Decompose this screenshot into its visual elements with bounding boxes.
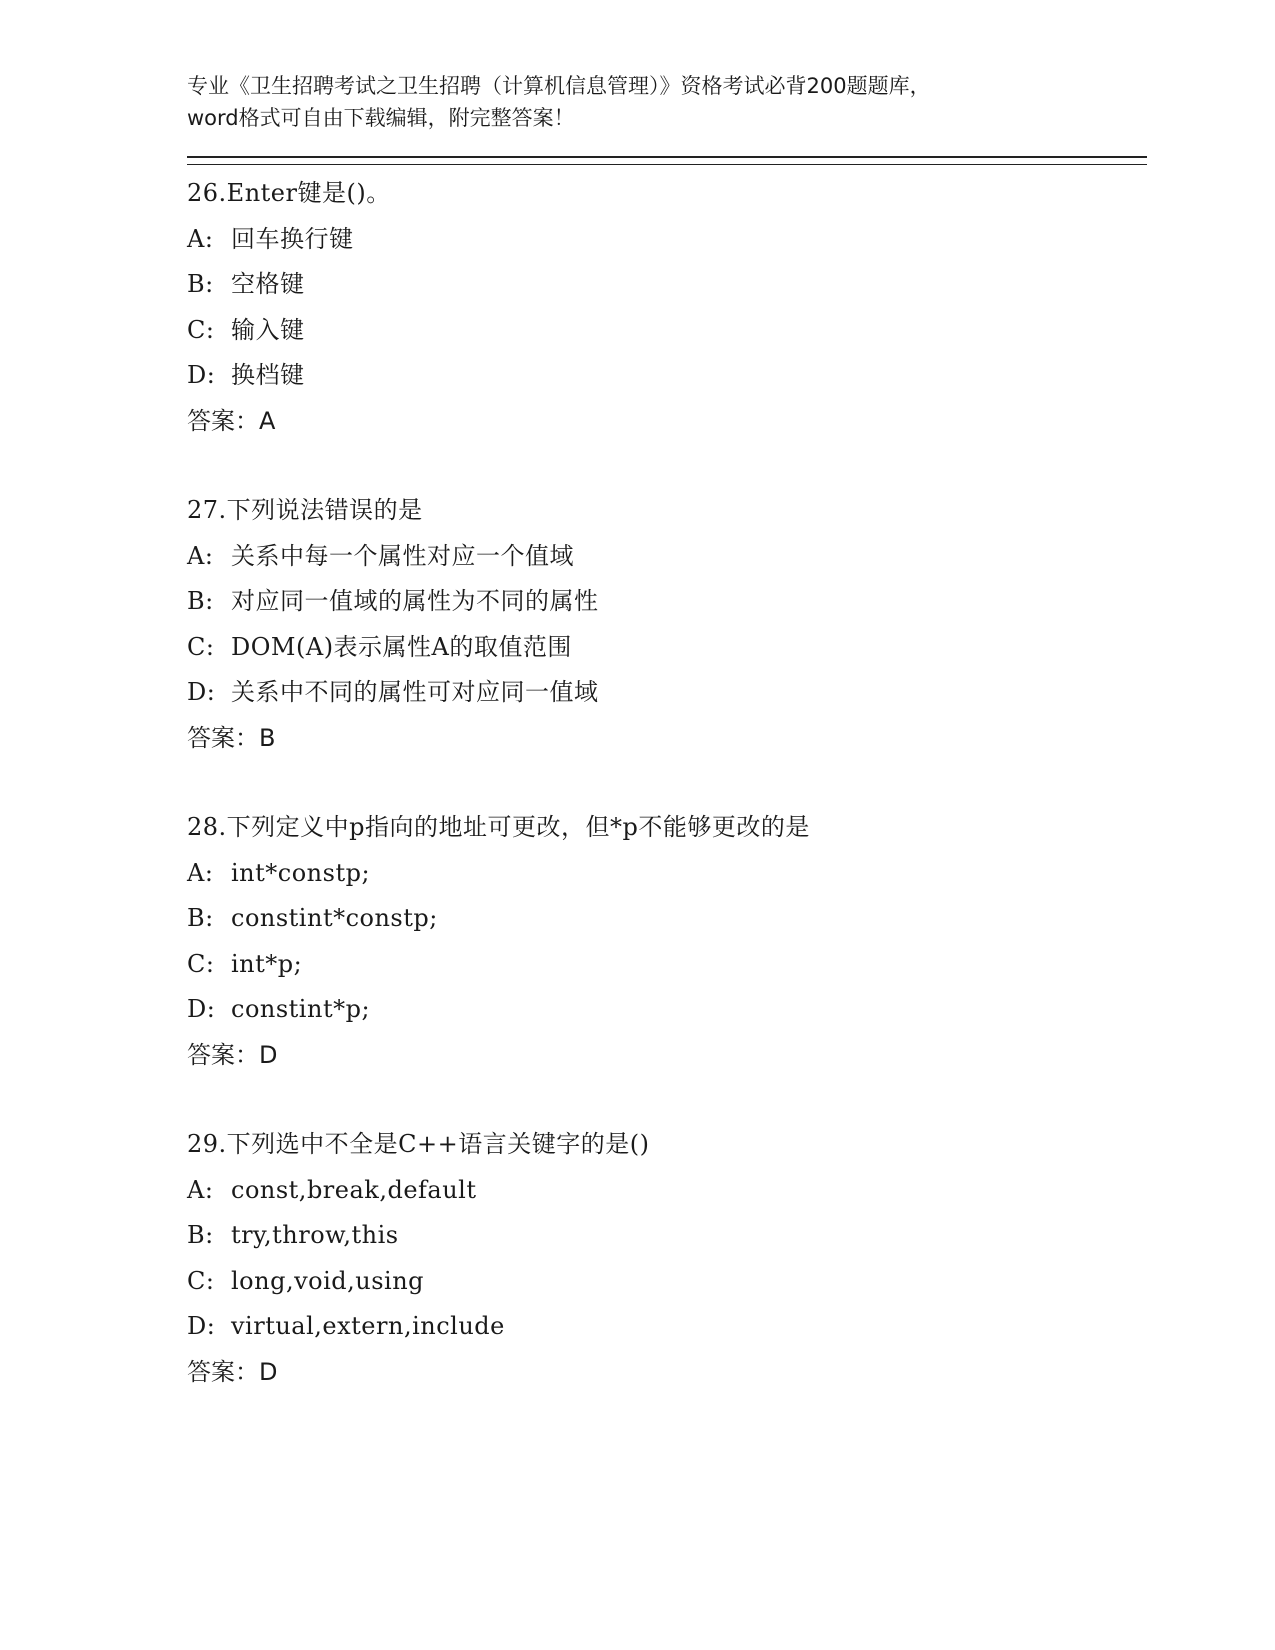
option-prefix: B: xyxy=(187,270,214,298)
question-stem: 27.下列说法错误的是 xyxy=(187,496,423,524)
option-text: int*p; xyxy=(231,949,303,978)
option-text: try,throw,this xyxy=(231,1221,399,1249)
option-text: 回车换行键 xyxy=(231,224,354,253)
question-stem: 26.Enter键是()。 xyxy=(187,179,391,207)
option-text: 空格键 xyxy=(231,270,305,298)
option-prefix: B: xyxy=(187,904,214,932)
header-line-1: 专业《卫生招聘考试之卫生招聘（计算机信息管理）》资格考试必背200题题库， xyxy=(187,74,931,98)
option-c xyxy=(187,942,1147,988)
option-text: int*constp; xyxy=(231,858,371,887)
option-prefix: A: xyxy=(187,1175,214,1204)
question-stem: 29.下列选中不全是C++语言关键字的是() xyxy=(187,1130,650,1158)
document-header xyxy=(187,70,1147,134)
option-b xyxy=(187,896,1147,942)
option-text: DOM(A)表示属性A的取值范围 xyxy=(231,632,572,661)
option-a xyxy=(187,851,1147,897)
question-stem: 28.下列定义中p指向的地址可更改，但*p不能够更改的是 xyxy=(187,813,810,841)
option-prefix: D: xyxy=(187,361,216,389)
option-text: virtual,extern,include xyxy=(231,1312,505,1340)
option-prefix: D: xyxy=(187,678,216,706)
option-text: 输入键 xyxy=(231,315,305,344)
option-a xyxy=(187,534,1147,580)
option-prefix: A: xyxy=(187,541,214,570)
question-list xyxy=(187,171,1147,1395)
header-divider xyxy=(187,156,1147,165)
option-d xyxy=(187,670,1147,716)
answer-line: 答案：A xyxy=(187,406,276,435)
option-text: long,void,using xyxy=(231,1266,425,1295)
option-text: constint*constp; xyxy=(231,904,438,932)
option-c xyxy=(187,625,1147,671)
option-d xyxy=(187,1304,1147,1350)
option-c xyxy=(187,1259,1147,1305)
option-text: 关系中每一个属性对应一个值域 xyxy=(231,541,574,570)
question-29 xyxy=(187,1122,1147,1395)
option-prefix: B: xyxy=(187,1221,214,1249)
option-prefix: C: xyxy=(187,315,215,344)
option-prefix: D: xyxy=(187,995,216,1023)
answer-line: 答案：D xyxy=(187,1040,278,1069)
document-page xyxy=(187,70,1147,1439)
option-b xyxy=(187,1213,1147,1259)
option-prefix: C: xyxy=(187,1266,215,1295)
answer-line: 答案：B xyxy=(187,723,276,752)
option-prefix: A: xyxy=(187,858,214,887)
answer-line: 答案：D xyxy=(187,1357,278,1386)
option-d xyxy=(187,353,1147,399)
option-text: 关系中不同的属性可对应同一值域 xyxy=(231,678,599,706)
question-27 xyxy=(187,488,1147,761)
option-prefix: B: xyxy=(187,587,214,615)
question-26 xyxy=(187,171,1147,444)
option-d xyxy=(187,987,1147,1033)
question-28 xyxy=(187,805,1147,1078)
option-b xyxy=(187,579,1147,625)
option-text: 换档键 xyxy=(231,361,305,389)
option-b xyxy=(187,262,1147,308)
option-prefix: C: xyxy=(187,632,215,661)
option-text: 对应同一值域的属性为不同的属性 xyxy=(231,587,599,615)
option-prefix: D: xyxy=(187,1312,216,1340)
option-a xyxy=(187,217,1147,263)
option-c xyxy=(187,308,1147,354)
header-line-2: word格式可自由下载编辑，附完整答案！ xyxy=(187,106,575,130)
option-text: constint*p; xyxy=(231,995,371,1023)
option-prefix: A: xyxy=(187,224,214,253)
option-prefix: C: xyxy=(187,949,215,978)
option-a xyxy=(187,1168,1147,1214)
option-text: const,break,default xyxy=(231,1175,477,1204)
